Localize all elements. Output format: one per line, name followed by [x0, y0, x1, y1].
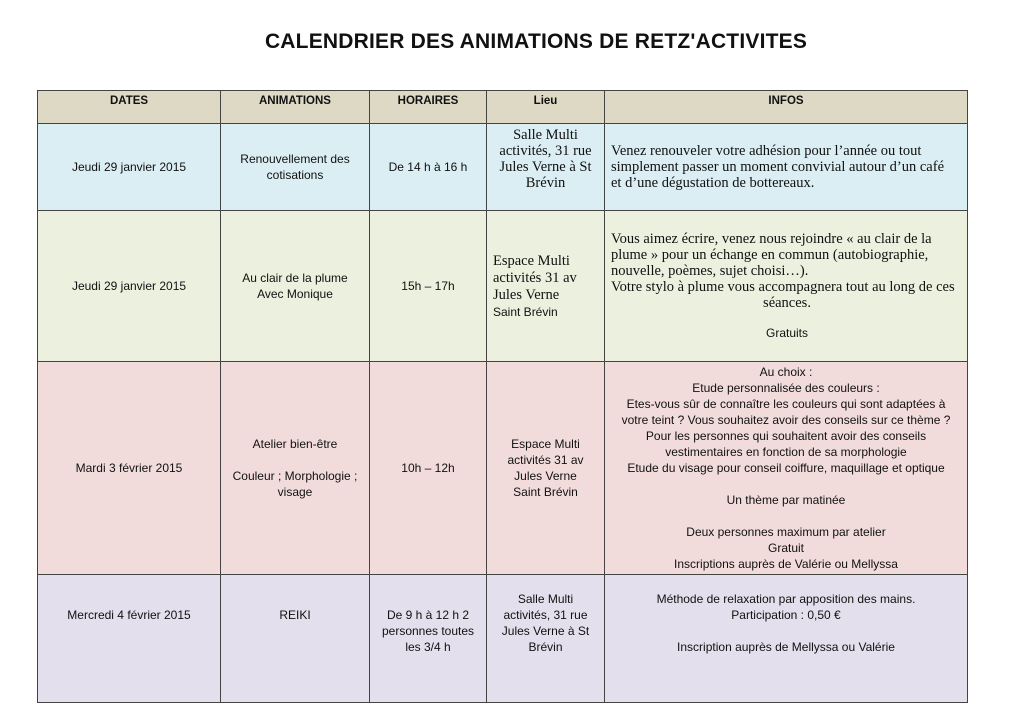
- infos-line: Venez renouveler votre adhésion pour l’année ou tout: [611, 143, 922, 159]
- lieu-line: Jules Verne: [493, 286, 560, 303]
- cell-lieu: [487, 575, 605, 703]
- infos-line: plume » pour un échange en commun (autobiographie,: [611, 247, 929, 263]
- infos-line: nouvelle, poèmes, sujet choisi…).: [611, 263, 809, 279]
- cell-horaires: 10h – 12h: [370, 362, 487, 575]
- infos-line: Votre stylo à plume vous accompagnera tout au long de ces: [611, 279, 955, 295]
- infos-line: Etude personnalisée des couleurs :: [692, 381, 880, 395]
- infos-line: Inscriptions auprès de Valérie ou Mellyssa: [674, 557, 898, 571]
- infos-line: Pour les personnes qui souhaitent avoir des conseils: [645, 429, 927, 443]
- cell-infos: [605, 124, 968, 211]
- cell-animation: [221, 124, 370, 211]
- cell-horaires: De 14 h à 16 h: [370, 124, 487, 211]
- animation-line: cotisations: [266, 168, 324, 182]
- table-row: [38, 362, 968, 575]
- cell-date: Mardi 3 février 2015: [38, 362, 221, 575]
- cell-date: Jeudi 29 janvier 2015: [38, 124, 221, 211]
- animation-line: Renouvellement des: [240, 152, 350, 166]
- cell-horaires: 15h – 17h: [370, 211, 487, 362]
- table-row: [38, 211, 968, 362]
- infos-line: Inscription auprès de Mellyssa ou Valérie: [677, 640, 895, 654]
- lieu-line: Salle Multi: [517, 592, 574, 606]
- cell-lieu: [487, 211, 605, 362]
- cell-animation: [221, 211, 370, 362]
- lieu-line: Saint Brévin: [513, 485, 578, 499]
- header-animations: ANIMATIONS: [221, 91, 370, 124]
- lieu-line: Jules Verne à St: [501, 624, 590, 638]
- page-title: CALENDRIER DES ANIMATIONS DE RETZ'ACTIVITES: [264, 30, 808, 53]
- infos-line: Un thème par matinée: [726, 493, 846, 507]
- infos-line: et d’une dégustation de bottereaux.: [611, 175, 815, 191]
- animations-table: [37, 90, 968, 703]
- infos-line: vestimentaires en fonction de sa morphologie: [665, 445, 907, 459]
- header-horaires: HORAIRES: [370, 91, 487, 124]
- lieu-line: Salle Multi: [513, 127, 578, 143]
- cell-infos: [605, 211, 968, 362]
- infos-line: Participation : 0,50 €: [731, 608, 841, 622]
- animation-line: Au clair de la plume: [242, 271, 348, 285]
- animation-line: Avec Monique: [257, 287, 333, 301]
- infos-line: Gratuits: [765, 326, 808, 340]
- lieu-line: Espace Multi: [511, 437, 580, 451]
- animation-line: visage: [277, 485, 313, 499]
- infos-line: Gratuit: [767, 541, 804, 555]
- cell-infos: [605, 575, 968, 703]
- lieu-line: Espace Multi: [493, 252, 570, 269]
- table-row: [38, 124, 968, 211]
- infos-line: Etude du visage pour conseil coiffure, maquillage et optique: [627, 461, 945, 475]
- cell-lieu: [487, 124, 605, 211]
- cell-horaires: [370, 575, 487, 703]
- infos-line: Deux personnes maximum par atelier: [686, 525, 886, 539]
- cell-date: Mercredi 4 février 2015: [38, 575, 221, 703]
- infos-line: séances.: [763, 295, 811, 311]
- infos-line: Vous aimez écrire, venez nous rejoindre « au clair de la: [611, 231, 932, 247]
- infos-line: votre teint ? Vous souhaitez avoir des conseils sur ce thème ?: [621, 413, 951, 427]
- table-row: [38, 575, 968, 703]
- lieu-line: activités 31 av: [507, 453, 584, 467]
- horaires-line: De 9 h à 12 h 2: [386, 608, 470, 622]
- lieu-line: Brévin: [528, 640, 563, 654]
- lieu-line: Saint Brévin: [493, 304, 558, 319]
- lieu-line: Jules Verne à St: [499, 159, 592, 175]
- infos-line: Au choix :: [759, 365, 813, 379]
- infos-line: simplement passer un moment convivial autour d’un café: [611, 159, 945, 175]
- cell-date: Jeudi 29 janvier 2015: [38, 211, 221, 362]
- cell-lieu: [487, 362, 605, 575]
- table-header-row: [38, 91, 968, 124]
- cell-animation: REIKI: [221, 575, 370, 703]
- animation-line: Couleur ; Morphologie ;: [232, 469, 358, 483]
- lieu-line: Brévin: [525, 175, 566, 191]
- lieu-line: activités 31 av: [493, 269, 577, 286]
- animation-line: Atelier bien-être: [252, 437, 338, 451]
- lieu-line: activités, 31 rue: [503, 608, 588, 622]
- cell-animation: [221, 362, 370, 575]
- infos-line: Etes-vous sûr de connaître les couleurs qui sont adaptées à: [626, 397, 946, 411]
- horaires-line: les 3/4 h: [405, 640, 451, 654]
- horaires-line: personnes toutes: [381, 624, 475, 638]
- header-dates: DATES: [38, 91, 221, 124]
- lieu-line: activités, 31 rue: [499, 143, 592, 159]
- cell-infos: [605, 362, 968, 575]
- header-lieu: Lieu: [487, 91, 605, 124]
- lieu-line: Jules Verne: [514, 469, 577, 483]
- infos-line: Méthode de relaxation par apposition des mains.: [656, 592, 916, 606]
- header-infos: INFOS: [605, 91, 968, 124]
